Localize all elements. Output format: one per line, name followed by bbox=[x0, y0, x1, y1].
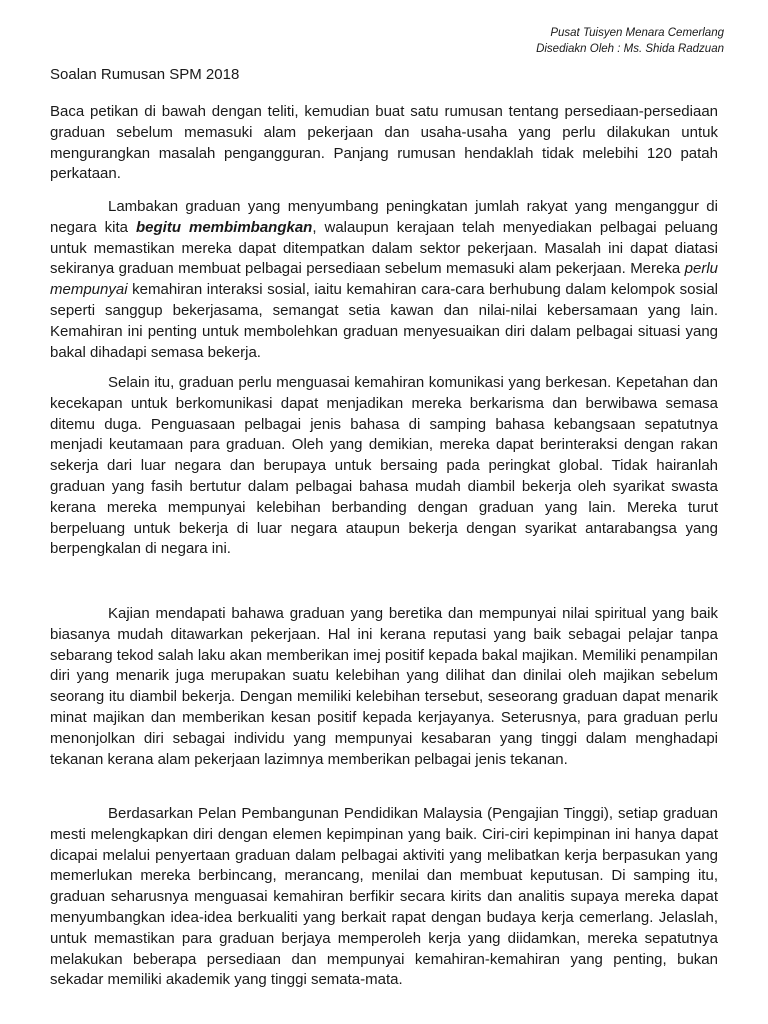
passage-paragraph-4: Berdasarkan Pelan Pembangunan Pendidikan Malaysia (Pengajian Tinggi), setiap graduan mesti melengkapkan diri dengan elemen kepimpinan yang baik. Ciri-ciri kepimpinan ini hanya dapat dicapai melalui penyertaan graduan dalam pelbagai aktiviti yang melibatkan kerja berpasukan yang memerlukan mereka berbincang, merancang, menilai dan membuat keputusan. Di samping itu, graduan seharusnya menguasai kemahiran berfikir secara kirits dan analitis supaya mereka dapat menyumbangkan idea-idea berkualiti yang berkait rapat dengan budaya kerja cemerlang. Jelaslah, untuk memastikan para graduan berjaya memperoleh kerja yang diidamkan, mereka sepatutnya melakukan beberapa persediaan dan mempunyai kemahiran-kemahiran yang penting, bukan sekadar memiliki akademik yang tinggi semata-mata. bbox=[50, 805, 718, 989]
paragraph-1-text-c: kemahiran interaksi sosial, iaitu kemahiran cara-cara berhubung dalam kelompok sosial seperti sanggup bekerjasama, semangat setia kawan dan nilai-nilai kebersamaan yang lain. Kemahiran ini penting untuk membolehkan graduan menyesuaikan diri dalam pelbagai situasi yang bakal dihadapi semasa bekerja. bbox=[50, 281, 718, 361]
paragraph-1-text-a: Lambakan graduan yang menyumbang peningkatan jumlah rakyat yang menganggur di negara kita bbox=[50, 198, 718, 236]
document-title: Soalan Rumusan SPM 2018 bbox=[50, 66, 240, 83]
header-tuition-centre: Pusat Tuisyen Menara Cemerlang bbox=[550, 27, 724, 39]
passage-paragraph-2: Selain itu, graduan perlu menguasai kemahiran komunikasi yang berkesan. Kepetahan dan kecekapan untuk berkomunikasi dapat menjadikan mereka berkarisma dan berwibawa semasa ditemu duga. Penguasaan pelbagai jenis bahasa di samping bahasa kebangsaan sepatutnya menjadi keutamaan para graduan. Oleh yang demikian, mereka dapat berinteraksi dengan rakan sekerja dari luar negara dan berupaya untuk bersaing pada peringkat global. Tidak hairanlah graduan yang fasih bertutur dalam pelbagai bahasa mudah diambil bekerja oleh syarikat swasta kerana mereka mempunyai kelebihan berbanding dengan graduan yang lain. Mereka turut berpeluang untuk bekerja di luar negara ataupun bekerja dengan syarikat antarabangsa yang berpengkalan di negara ini. bbox=[50, 374, 718, 558]
passage-paragraph-1 bbox=[50, 197, 718, 363]
paragraph-1-emphasis-bold-italic: begitu membimbangkan bbox=[136, 218, 313, 236]
instruction-paragraph: Baca petikan di bawah dengan teliti, kemudian buat satu rumusan tentang persediaan-persediaan graduan sebelum memasuki alam pekerjaan dan usaha-usaha yang perlu dilakukan untuk mengurangkan masalah pengangguran. Panjang rumusan hendaklah tidak melebihi 120 patah perkataan. bbox=[50, 103, 718, 183]
passage-paragraph-3: Kajian mendapati bahawa graduan yang beretika dan mempunyai nilai spiritual yang baik biasanya mudah ditawarkan pekerjaan. Hal ini kerana reputasi yang baik sebagai pelajar tanpa sebarang tekod salah laku akan memberikan imej positif kepada bakal majikan. Memiliki penampilan diri yang menarik juga merupakan suatu kelebihan yang dilihat dan dinilai oleh majikan sebelum seorang itu diambil bekerja. Dengan memiliki kelebihan tersebut, seseorang graduan dapat menarik minat majikan dan memberikan kesan positif kepada kerjayanya. Seterusnya, para graduan perlu menonjolkan diri sebagai individu yang mempunyai kesabaran yang tinggi dalam menghadapi tekanan kerana alam pekerjaan lazimnya memberikan pelbagai jenis tekanan. bbox=[50, 605, 718, 768]
header-prepared-by: Disediakn Oleh : Ms. Shida Radzuan bbox=[536, 43, 724, 55]
paragraph-1-emphasis-italic: perlu mempunyai bbox=[50, 260, 718, 299]
page-header bbox=[536, 25, 724, 57]
paragraph-1-text-b: , walaupun kerajaan telah menyediakan pelbagai peluang untuk memastikan mereka dapat ditempatkan dalam sektor pekerjaan. Masalah ini dapat diatasi sekiranya graduan membuat pelbagai persediaan sebelum memasuki alam pekerjaan. Mereka bbox=[50, 218, 718, 278]
